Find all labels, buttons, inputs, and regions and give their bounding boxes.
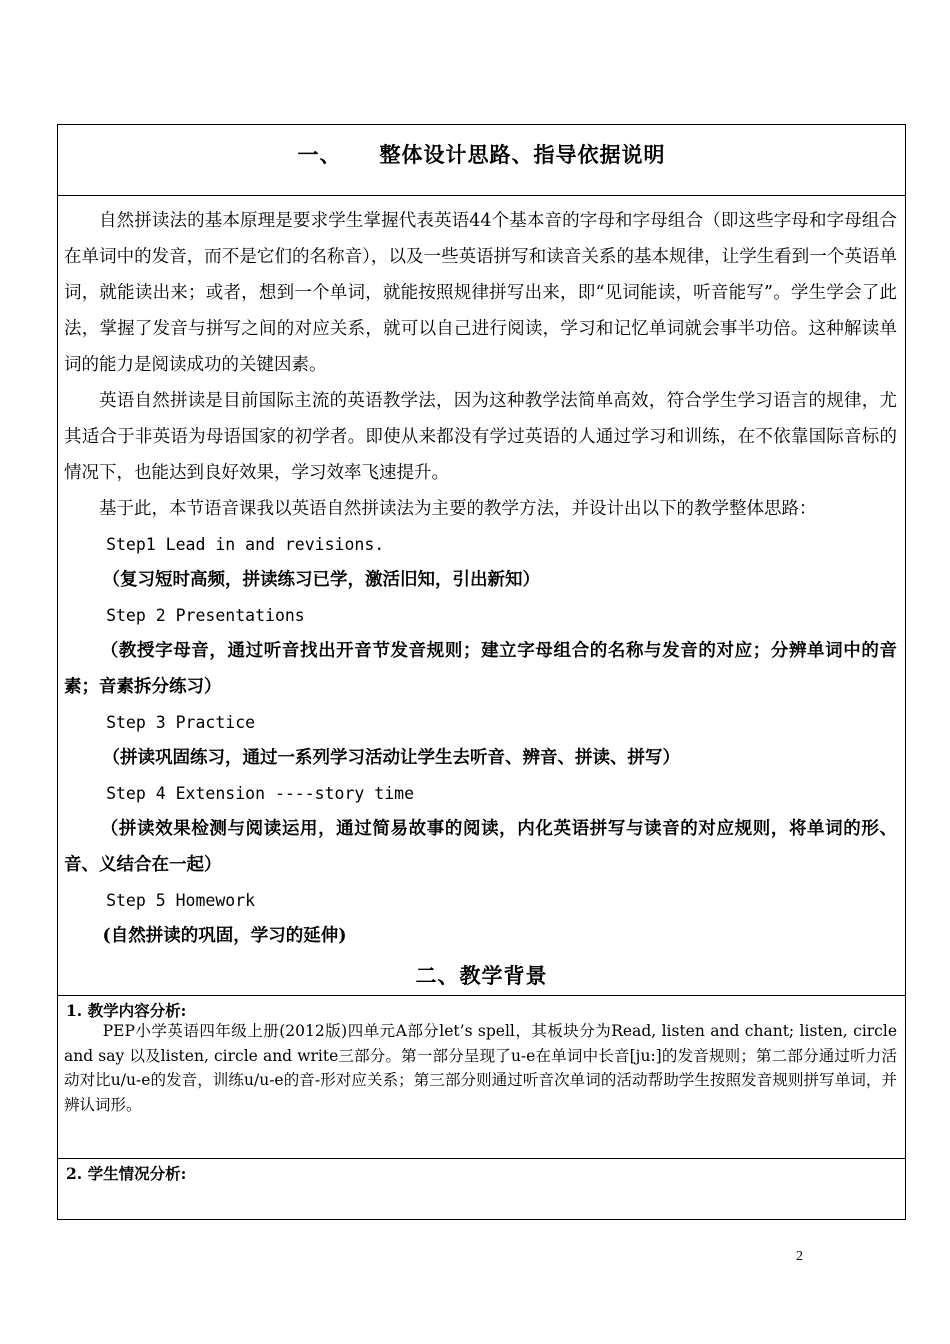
content-analysis-heading: 1. 教学内容分析: <box>66 1001 187 1020</box>
content-analysis-paragraph: PEP小学英语四年级上册(2012版)四单元A部分let’s spell，其板块分为Read, listen and chant; listen, circle and say 以及listen, circle and write三部分。第一部分呈现了u-e在单词中长音[ju:]的发音规则；第二部分通过听力活动对比u/u-e的发音，训练u/u-e的音-形对应关系；第三部分则通过听音次单词的活动帮助学生按照发音规则拼写单词，并辨认词形。 <box>64 1022 897 1114</box>
paragraph: 英语自然拼读是目前国际主流的英语教学法，因为这种教学法简单高效，符合学生学习语言的规律，尤其适合于非英语为母语国家的初学者。即使从来都没有学过英语的人通过学习和训练，在不依靠国际音标的情况下，也能达到良好效果，学习效率飞速提升。 <box>64 391 897 483</box>
paragraph: 基于此，本节语音课我以英语自然拼读法为主要的教学方法，并设计出以下的教学整体思路： <box>99 499 817 519</box>
step-note: （教授字母音，通过听音找出开音节发音规则；建立字母组合的名称与发音的对应；分辨单词中的音素；音素拆分练习） <box>64 641 897 697</box>
section1-title-text: 整体设计思路、指导依据说明 <box>379 142 666 167</box>
step-note: (自然拼读的巩固，学习的延伸) <box>102 926 347 946</box>
step-note: （复习短时高频，拼读练习已学，激活旧知，引出新知） <box>102 570 540 590</box>
step-label: Step 4 Extension ----story time <box>106 784 415 803</box>
step-label: Step1 Lead in and revisions. <box>106 535 385 554</box>
section1-body <box>64 203 897 954</box>
step-note: （拼读效果检测与阅读运用，通过简易故事的阅读，内化英语拼写与读音的对应规则，将单词的形、音、义结合在一起） <box>64 819 897 875</box>
row-divider <box>58 1158 905 1159</box>
step-label: Step 5 Homework <box>106 891 256 910</box>
row-divider <box>58 995 905 996</box>
lesson-plan-table <box>57 124 906 1220</box>
content-analysis-text <box>64 1019 897 1117</box>
section1-number: 一、 <box>297 142 342 167</box>
section2-title: 二、教学背景 <box>415 963 548 988</box>
step-note: （拼读巩固练习，通过一系列学习活动让学生去听音、辨音、拼读、拼写） <box>102 748 680 768</box>
paragraph: 自然拼读法的基本原理是要求学生掌握代表英语44个基本音的字母和字母组合（即这些字母和字母组合在单词中的发音，而不是它们的名称音），以及一些英语拼写和读音关系的基本规律，让学生看到一个英语单词，就能读出来；或者，想到一个单词，就能按照规律拼写出来，即“见词能读，听音能写”。学生学会了此法，掌握了发音与拼写之间的对应关系，就可以自己进行阅读，学习和记忆单词就会事半功倍。这种解读单词的能力是阅读成功的关键因素。 <box>64 211 897 375</box>
student-analysis-heading: 2. 学生情况分析: <box>66 1164 187 1183</box>
row-divider <box>58 195 905 196</box>
step-label: Step 3 Practice <box>106 713 256 732</box>
step-label: Step 2 Presentations <box>106 606 305 625</box>
page-number: 2 <box>796 1249 803 1264</box>
section1-title <box>58 139 905 169</box>
